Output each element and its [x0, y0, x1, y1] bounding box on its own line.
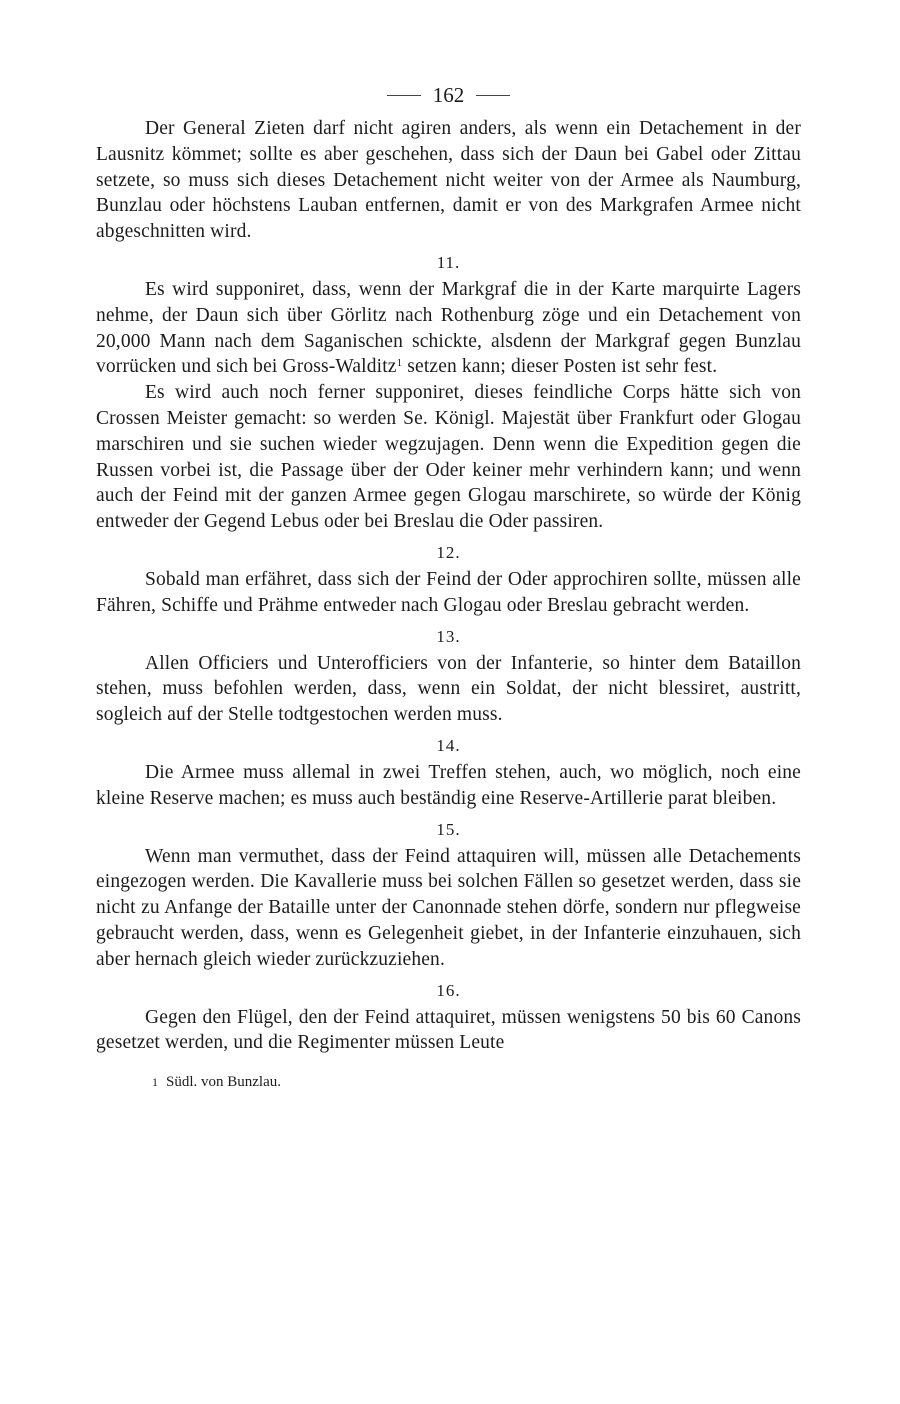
paragraph-oder-approchiren: Sobald man erfähret, dass sich der Feind der Oder approchiren sollte, müssen alle Fähren, Schiffe und Prähme entweder nach Glogau oder Breslau gebracht werden. — [96, 568, 801, 616]
footnote-mark: 1 — [152, 1075, 158, 1090]
paragraph-ferner-supponiret: Es wird auch noch ferner supponiret, dieses feindliche Corps hätte sich von Crossen Meister gemacht: so werden Se. Königl. Majestät über Frankfurt oder Glogau marschiren und sie suchen wieder wegzujagen. Denn wenn die Expedition gegen die Russen vorbei ist, die Passage über der Oder keiner mehr verhindern kann; und wenn auch der Feind mit der ganzen Armee gegen Glogau marschirete, so würde der König entweder der Gegend Lebus oder bei Breslau die Oder passiren. — [96, 382, 801, 533]
paragraph-zwei-treffen: Die Armee muss allemal in zwei Treffen stehen, auch, wo möglich, noch eine kleine Reserve machen; es muss auch beständig eine Reserve-Artillerie parat bleiben. — [96, 761, 801, 809]
header-rule-left — [387, 95, 421, 96]
section-number-14: 14. — [436, 735, 461, 755]
footnote-text: Südl. von Bunzlau. — [166, 1074, 281, 1091]
section-number-13: 13. — [436, 626, 461, 646]
header-rule-right — [476, 95, 510, 96]
footnote-ref: 1 — [396, 357, 403, 370]
book-page — [96, 80, 801, 1092]
section-number-15: 15. — [436, 819, 461, 839]
section-number-11: 11. — [436, 252, 461, 272]
paragraph-attaquiren: Wenn man vermuthet, dass der Feind attaquiren will, müssen alle Detachements eingezogen werden. Die Kavallerie muss bei solchen Fällen so gesetzet werden, dass sie nicht zu Anfange der Bataille unter der Canonnade stehen dörfe, sondern nur pflegweise gebraucht werden, dass, wenn es Gelegenheit giebet, in der Infanterie einzuhauen, sich aber hernach gleich wieder zurückzuziehen. — [96, 845, 801, 970]
paragraph-zieten: Der General Zieten darf nicht agiren anders, als wenn ein Detachement in der Lausnitz kömmet; sollte es aber geschehen, dass sich der Daun bei Gabel oder Zittau setzete, so muss sich dieses Detachement nicht weiter von der Armee als Naumburg, Bunzlau oder höchstens Lauban entfernen, damit er von des Markgrafen Armee nicht abgeschnitten wird. — [96, 118, 801, 243]
footnote — [96, 1072, 801, 1092]
section-number-12: 12. — [436, 542, 461, 562]
paragraph-supponiret: Es wird supponiret, dass, wenn der Markgraf die in der Karte marquirte Lagers nehme, der Daun sich über Görlitz nach Rothenburg zöge und ein Detachement von 20,000 Mann nach dem Saganischen schickte, alsdenn der Markgraf gegen Bunzlau vorrücken und sich bei Gross-Walditz$^1$ setzen kann; dieser Posten ist sehr fest. — [96, 278, 801, 378]
paragraph-officiers: Allen Officiers und Unterofficiers von der Infanterie, so hinter dem Bataillon stehen, muss befohlen werden, dass, wenn ein Soldat, der nicht blessiret, austritt, sogleich auf der Stelle todtgestochen werden muss. — [96, 652, 801, 726]
page-number: 162 — [432, 82, 465, 107]
section-number-16: 16. — [436, 980, 461, 1000]
page-header — [96, 80, 801, 110]
paragraph-fluegel: Gegen den Flügel, den der Feind attaquiret, müssen wenigstens 50 bis 60 Canons gesetzet werden, und die Regimenter müssen Leute — [96, 1006, 801, 1054]
